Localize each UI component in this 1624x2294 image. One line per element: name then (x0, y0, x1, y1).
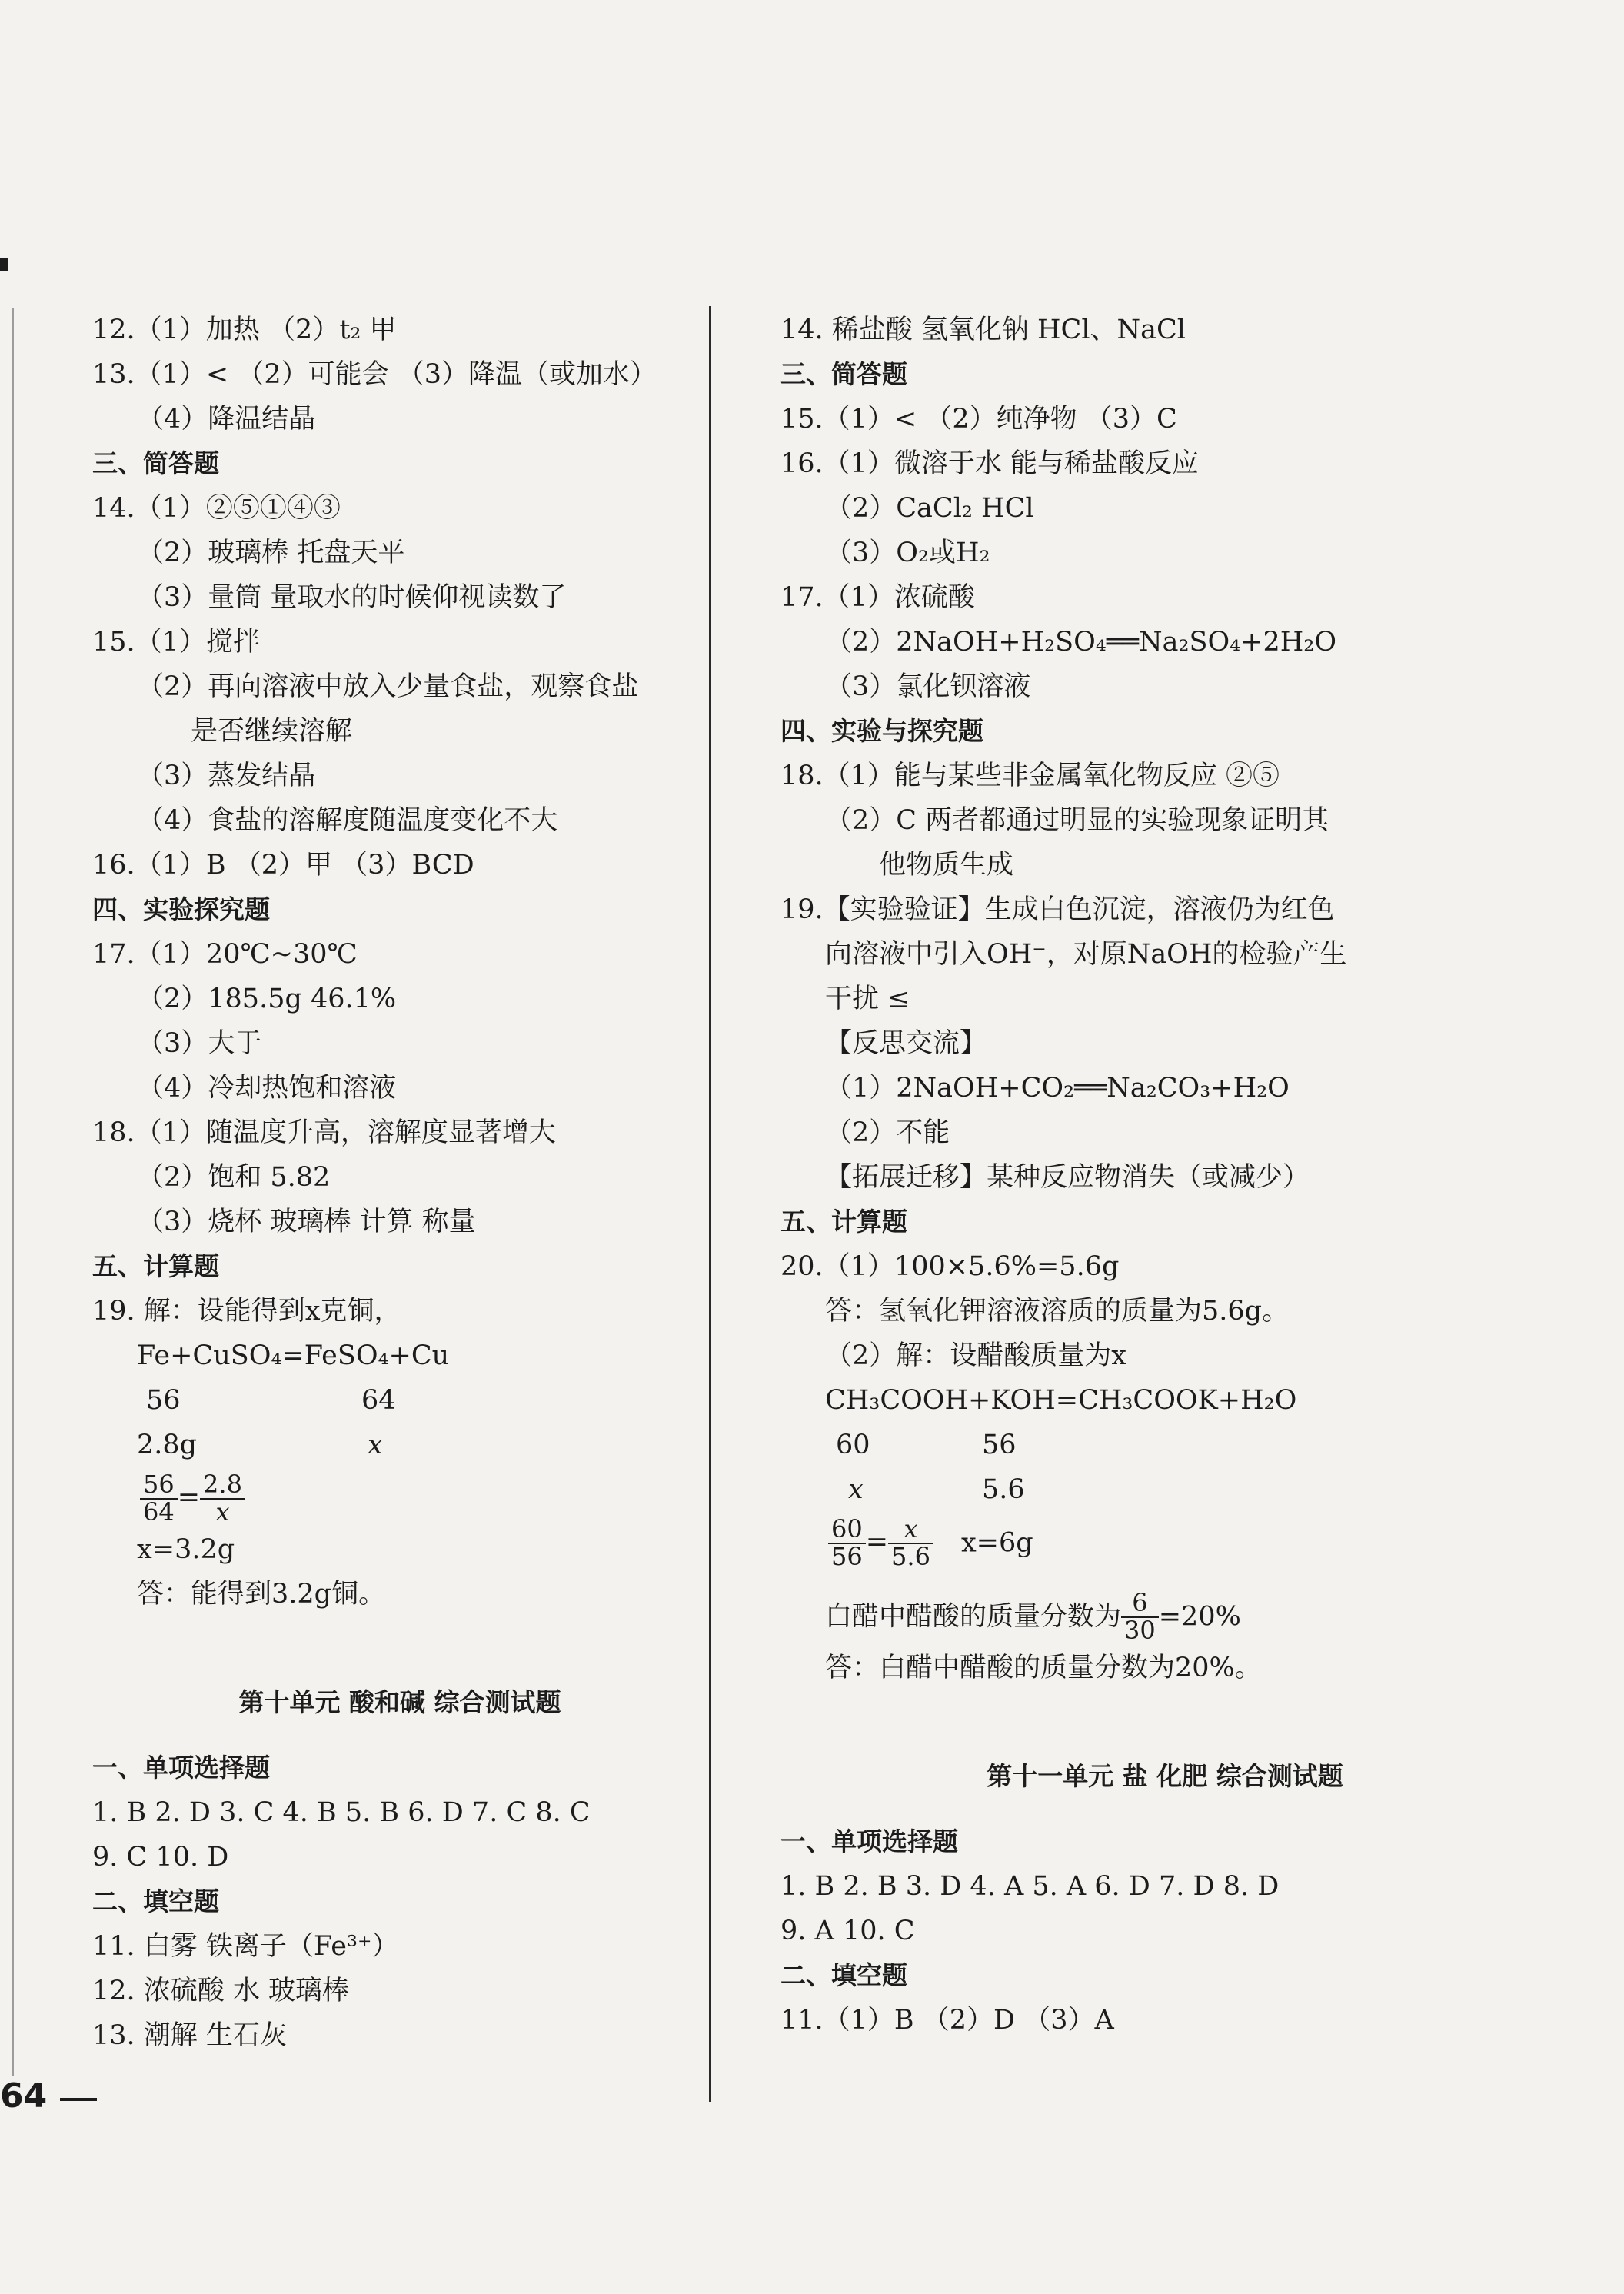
page-number: 64 (0, 2076, 48, 2116)
answer-line: （3）蒸发结晶 (137, 761, 316, 791)
answer-line: （2）玻璃棒 托盘天平 (137, 538, 405, 568)
edge-line (12, 308, 14, 2076)
answer-line: （1）2NaOH+CO₂══Na₂CO₃+H₂O (825, 1073, 1290, 1104)
answer-line: （3）氯化钡溶液 (825, 671, 1031, 702)
answer-line: 他物质生成 (879, 850, 1014, 881)
answer-line: （2）185.5g 46.1% (137, 984, 397, 1014)
answer-line: 干扰 ≤ (825, 984, 910, 1014)
section-heading: 四、实验与探究题 (780, 716, 983, 746)
section-heading: 三、简答题 (92, 448, 219, 478)
answer-line: 11.（1）B （2）D （3）A (780, 2005, 1114, 2036)
answer-line: 19.【实验验证】生成白色沉淀，溶液仍为红色 (780, 894, 1335, 925)
answer-line: 答：能得到3.2g铜。 (137, 1579, 386, 1610)
ratio-value: x (368, 1430, 383, 1460)
section-heading: 三、简答题 (780, 359, 907, 389)
answer-line: 14.（1）②⑤①④③ (92, 493, 341, 524)
section-heading: 五、计算题 (92, 1251, 219, 1281)
equation-line: Fe+CuSO₄=FeSO₄+Cu (137, 1340, 450, 1371)
answer-line: （2）C 两者都通过明显的实验现象证明其 (825, 805, 1329, 836)
fraction (140, 1469, 178, 1527)
section-heading: 一、单项选择题 (780, 1826, 958, 1856)
answer-line: 16.（1）微溶于水 能与稀盐酸反应 (780, 448, 1200, 479)
fraction-line (780, 1512, 1549, 1572)
answer-line: 14. 稀盐酸 氢氧化钠 HCl、NaCl (780, 315, 1186, 345)
answer-line: 12.（1）加热 （2）t₂ 甲 (92, 315, 397, 345)
fraction (200, 1469, 245, 1527)
section-heading: 二、填空题 (92, 1886, 219, 1916)
answer-line: 11. 白雾 铁离子（Fe³⁺） (92, 1931, 399, 1962)
answer-line: 9. A 10. C (780, 1916, 915, 1946)
answer-line: 【反思交流】 (825, 1028, 987, 1059)
section-heading: 五、计算题 (780, 1207, 907, 1237)
answer-line: （3）量筒 量取水的时候仰视读数了 (137, 582, 567, 613)
answer-line: （3）烧杯 玻璃棒 计算 称量 (137, 1207, 476, 1237)
denominator: x (215, 1497, 230, 1527)
denominator: 64 (143, 1497, 175, 1527)
fraction-line (92, 1467, 707, 1527)
numerator: 6 (1121, 1590, 1159, 1618)
answer-line: 【拓展迁移】某种反应物消失（或减少） (825, 1162, 1310, 1193)
section-heading: 二、填空题 (780, 1960, 907, 1990)
column-divider (709, 306, 711, 2102)
answer-text: 白醋中醋酸的质量分数为 (825, 1601, 1122, 1633)
answer-line: 1. B 2. B 3. D 4. A 5. A 6. D 7. D 8. D (780, 1871, 1280, 1902)
numerator: 2.8 (200, 1472, 245, 1500)
answer-line: （3）大于 (137, 1028, 262, 1059)
answer-line: （3）O₂或H₂ (825, 538, 990, 568)
denominator: 30 (1124, 1615, 1156, 1645)
fraction-line (780, 1586, 1549, 1646)
numerator: 56 (140, 1472, 178, 1500)
ratio-value: 64 (361, 1385, 396, 1416)
ratio-line (780, 1467, 1549, 1512)
denominator: 56 (831, 1541, 863, 1571)
answer-line: 18.（1）能与某些非金属氧化物反应 ②⑤ (780, 761, 1280, 791)
answer-line: 是否继续溶解 (191, 716, 353, 747)
numerator: x (888, 1517, 933, 1544)
fraction (888, 1513, 933, 1571)
answer-line: 19. 解：设能得到x克铜， (92, 1296, 401, 1327)
equation-line: CH₃COOH+KOH=CH₃COOK+H₂O (825, 1385, 1297, 1416)
answer-line: （2）解：设醋酸质量为x (825, 1340, 1127, 1371)
ratio-value: 5.6 (982, 1474, 1025, 1505)
answer-line: 16.（1）B （2）甲 （3）BCD (92, 850, 474, 881)
right-column (780, 308, 1549, 2043)
answer-line: 向溶液中引入OH⁻，对原NaOH的检验产生 (825, 939, 1347, 970)
fraction (1121, 1587, 1159, 1645)
answer-text: =20% (1158, 1601, 1241, 1633)
edge-mark (0, 258, 8, 271)
answer-line: 12. 浓硫酸 水 玻璃棒 (92, 1976, 350, 2006)
answer-line: x=3.2g (137, 1534, 235, 1565)
fraction (828, 1513, 866, 1571)
answer-line: 9. C 10. D (92, 1842, 229, 1873)
answer-line: （2）2NaOH+H₂SO₄══Na₂SO₄+2H₂O (825, 627, 1337, 658)
unit-title: 第十一单元 盐 化肥 综合测试题 (987, 1761, 1343, 1791)
ratio-value: 56 (982, 1430, 1017, 1460)
answer-line: 20.（1）100×5.6%=5.6g (780, 1251, 1120, 1282)
ratio-line (780, 1423, 1549, 1467)
answer-line: （4）降温结晶 (137, 404, 316, 434)
answer-line: 答：白醋中醋酸的质量分数为20%。 (825, 1653, 1262, 1683)
left-column (92, 308, 707, 2058)
answer-line: 15.（1）搅拌 (92, 627, 260, 658)
answer-line: 15.（1）< （2）纯净物 （3）C (780, 404, 1177, 434)
answer-line: 18.（1）随温度升高，溶解度显著增大 (92, 1117, 556, 1148)
equals-sign: = (865, 1527, 889, 1557)
ratio-value: 2.8g (137, 1430, 198, 1460)
answer-line: 17.（1）20℃~30℃ (92, 939, 358, 970)
numerator: 60 (828, 1517, 866, 1544)
result: x=6g (960, 1527, 1033, 1559)
answer-line: 17.（1）浓硫酸 (780, 582, 975, 613)
answer-line: 1. B 2. D 3. C 4. B 5. B 6. D 7. C 8. C (92, 1797, 591, 1828)
answer-line: （2）饱和 5.82 (137, 1162, 331, 1193)
answer-line: （4）冷却热饱和溶液 (137, 1073, 397, 1104)
answer-line: 13.（1）< （2）可能会 （3）降温（或加水） (92, 359, 657, 390)
ratio-value: 60 (836, 1430, 870, 1460)
equals-sign: = (177, 1482, 201, 1513)
answer-line: （2）CaCl₂ HCl (825, 493, 1034, 524)
page-number-dash (60, 2098, 97, 2101)
ratio-value: 56 (146, 1385, 181, 1416)
ratio-line (92, 1423, 707, 1467)
unit-title: 第十单元 酸和碱 综合测试题 (238, 1687, 561, 1717)
answer-line: 答：氢氧化钾溶液溶质的质量为5.6g。 (825, 1296, 1290, 1327)
ratio-value: x (848, 1474, 864, 1505)
section-heading: 四、实验探究题 (92, 894, 270, 924)
ratio-line (92, 1378, 707, 1423)
answer-line: 13. 潮解 生石灰 (92, 2020, 287, 2051)
answer-line: （2）不能 (825, 1117, 950, 1148)
answer-line: （4）食盐的溶解度随温度变化不大 (137, 805, 558, 836)
answer-line: （2）再向溶液中放入少量食盐，观察食盐 (137, 671, 639, 702)
section-heading: 一、单项选择题 (92, 1753, 270, 1783)
denominator: 5.6 (891, 1541, 930, 1571)
